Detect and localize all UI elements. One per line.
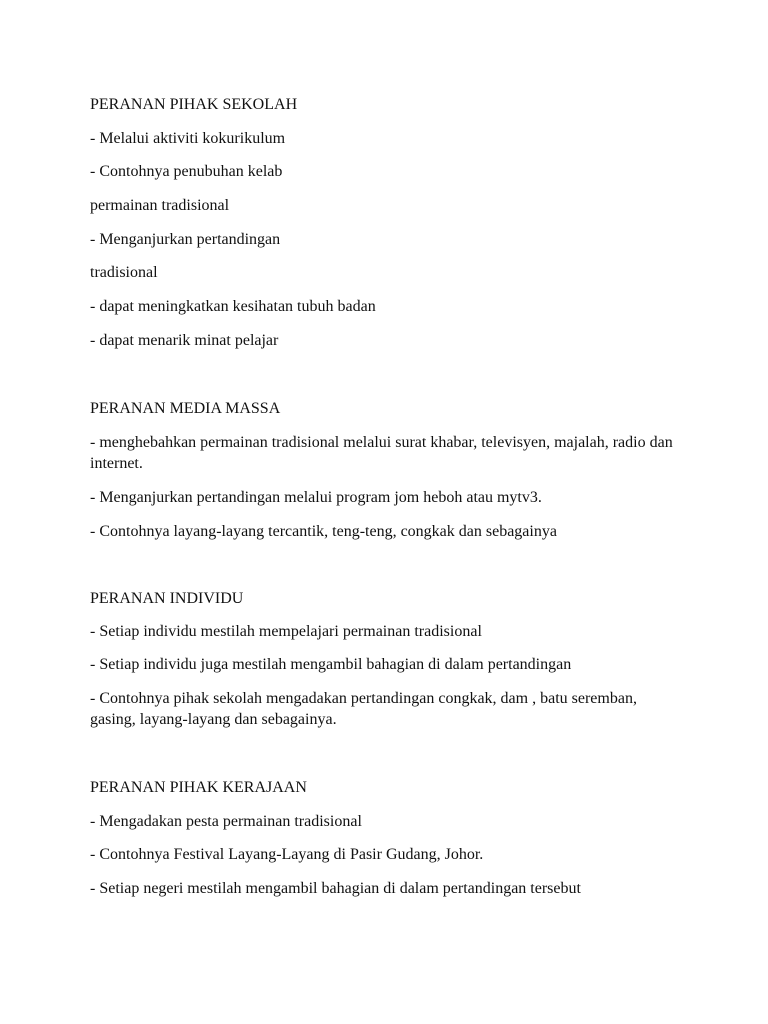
list-item: - Mengadakan pesta permainan tradisional [90, 813, 362, 830]
list-item: - Contohnya penubuhan kelab [90, 163, 283, 180]
list-item: - dapat menarik minat pelajar [90, 332, 279, 349]
list-item: tradisional [90, 264, 158, 281]
section-heading-kerajaan: PERANAN PIHAK KERAJAAN [90, 779, 307, 796]
list-item: - Menganjurkan pertandingan [90, 231, 281, 248]
list-item: - Setiap individu juga mestilah mengambil bahagian di dalam pertandingan [90, 656, 572, 673]
list-item: - Contohnya Festival Layang-Layang di Pasir Gudang, Johor. [90, 846, 484, 863]
list-item: - dapat meningkatkan kesihatan tubuh badan [90, 298, 376, 315]
list-item: - Setiap negeri mestilah mengambil bahagian di dalam pertandingan tersebut [90, 880, 581, 897]
list-item: - Melalui aktiviti kokurikulum [90, 130, 286, 147]
list-item: - menghebahkan permainan tradisional melalui surat khabar, televisyen, majalah, radio dan internet. [90, 434, 673, 472]
list-item: - Contohnya pihak sekolah mengadakan pertandingan congkak, dam , batu seremban, gasing, layang-layang dan sebagainya. [90, 690, 637, 728]
section-heading-sekolah: PERANAN PIHAK SEKOLAH [90, 96, 298, 113]
list-item: permainan tradisional [90, 197, 230, 214]
list-item: - Setiap individu mestilah mempelajari permainan tradisional [90, 623, 482, 640]
list-item: - Contohnya layang-layang tercantik, teng-teng, congkak dan sebagainya [90, 523, 557, 540]
section-heading-media-massa: PERANAN MEDIA MASSA [90, 400, 281, 417]
list-item: - Menganjurkan pertandingan melalui program jom heboh atau mytv3. [90, 489, 542, 506]
section-heading-individu: PERANAN INDIVIDU [90, 590, 244, 607]
